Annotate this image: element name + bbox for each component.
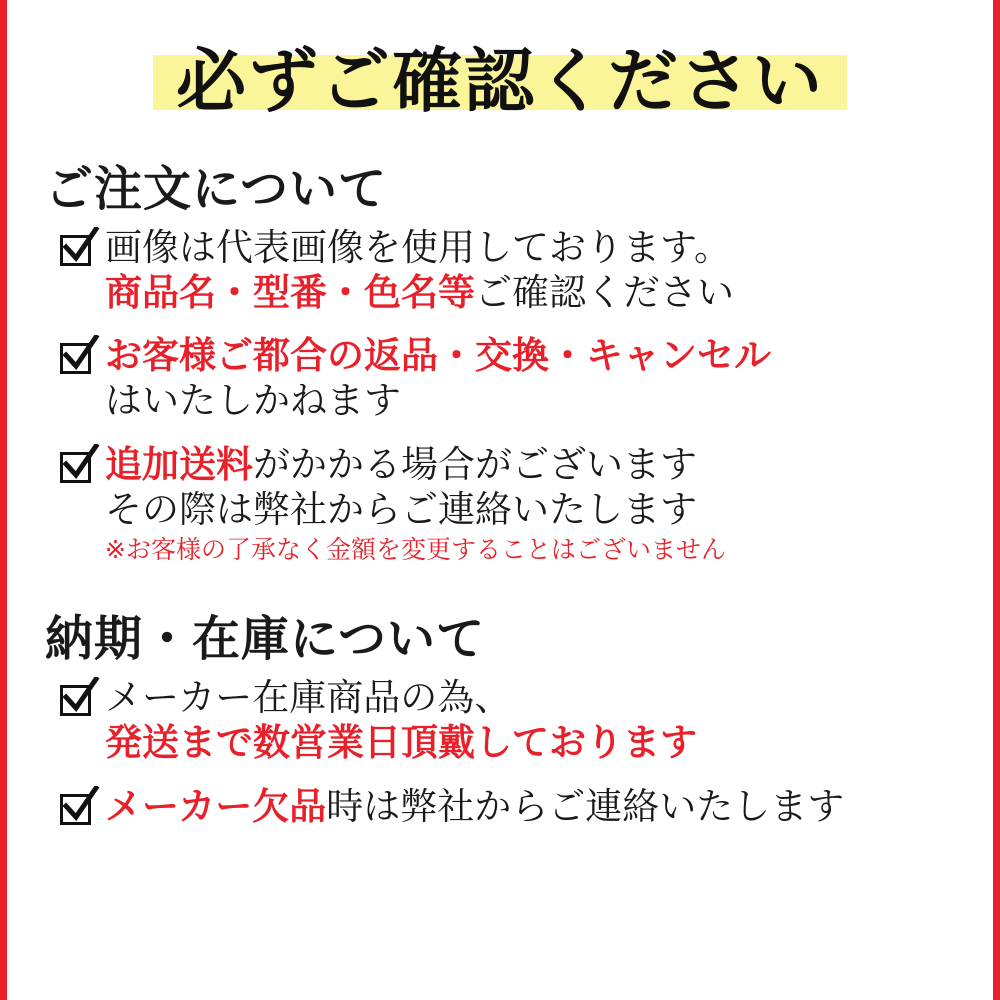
section-heading-order: ご注文について	[45, 161, 388, 217]
section-heading-delivery: 納期・在庫について	[45, 611, 486, 668]
normal-text: ご確認ください	[475, 271, 734, 315]
list-item-line	[105, 270, 967, 315]
emphasis-text: 商品名・型番・色名等	[105, 271, 475, 315]
list-item-line: 画像は代表画像を使用しております。	[105, 226, 732, 269]
list-item-note: ※お客様の了承なく金額を変更することはございません	[105, 534, 726, 564]
checkbox-checked-icon	[57, 790, 99, 832]
list-item-line: その際は弊社からご連絡いたします	[105, 487, 697, 531]
page-title: 必ずご確認ください	[176, 39, 824, 122]
normal-text: 時は弊社からご連絡いたします	[326, 784, 845, 828]
list-item-lines	[105, 225, 967, 315]
list-item-line: お客様ご都合の返品・交換・キャンセル	[105, 334, 771, 378]
normal-text: がかかる場合がございます	[253, 442, 697, 486]
notice-content	[7, 0, 993, 1000]
list-item-lines	[105, 675, 967, 765]
checkbox-checked-icon	[57, 681, 99, 723]
emphasis-text: 追加送料	[105, 442, 253, 486]
list-item	[57, 675, 967, 765]
emphasis-text: メーカー欠品	[105, 784, 327, 828]
list-item-line: 発送まで数営業日頂戴しております	[105, 721, 697, 765]
list-item-lines	[105, 784, 967, 829]
list-item-line	[105, 442, 967, 487]
checkbox-checked-icon	[57, 231, 99, 273]
page-title-block	[33, 0, 967, 150]
list-item	[57, 784, 967, 832]
list-item-line	[105, 784, 967, 829]
list-item-line: はいたしかねます	[105, 379, 401, 423]
list-item-lines	[105, 333, 967, 423]
checkbox-checked-icon	[57, 448, 99, 490]
list-item	[57, 225, 967, 315]
list-item	[57, 442, 967, 567]
list-item-lines	[105, 442, 967, 567]
checkbox-checked-icon	[57, 339, 99, 381]
list-item	[57, 333, 967, 423]
list-item-line: メーカー在庫商品の為、	[105, 676, 512, 720]
